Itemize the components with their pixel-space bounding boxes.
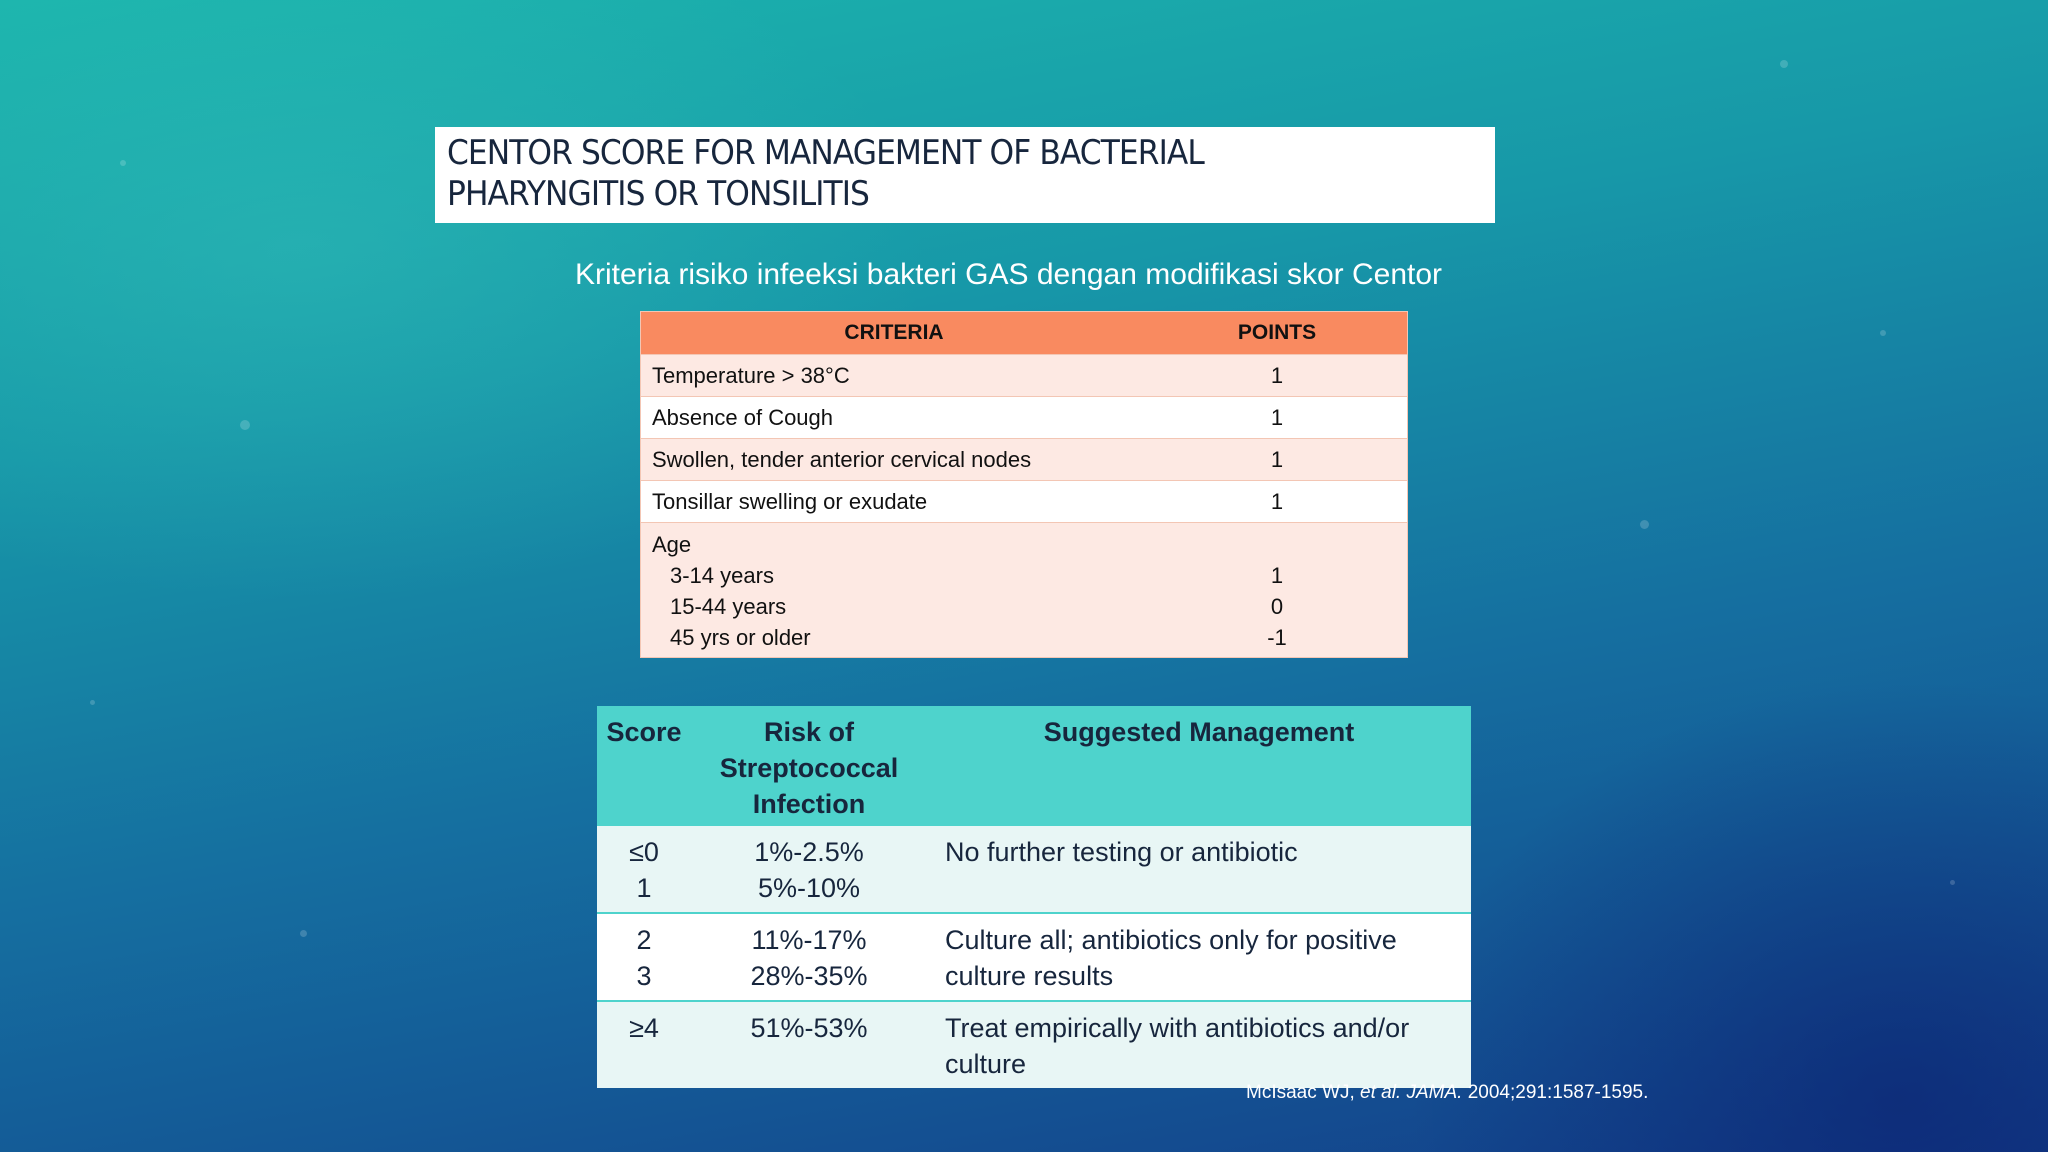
score-value: 2 [636,925,652,955]
risk-value: 1%-2.5% [754,837,864,867]
risk-value: 28%-35% [750,961,868,991]
table-row [641,481,1408,523]
criteria-cell: Swollen, tender anterior cervical nodes [641,439,1148,481]
criteria-cell: Tonsillar swelling or exudate [641,481,1148,523]
table-row [597,1001,1471,1088]
citation-authors: McIsaac WJ, [1246,1082,1361,1103]
background-speck [120,160,126,166]
risk-value: 5%-10% [757,873,861,903]
management-cell [927,913,1471,1001]
age-label: Age [652,532,692,557]
criteria-column-header: CRITERIA [641,312,1148,355]
age-points-value: 0 [1270,594,1284,619]
citation [1246,1082,1648,1104]
risk-column-header [691,706,927,826]
age-points-spacer [1147,529,1407,560]
table-row [597,826,1471,913]
points-column-header: POINTS [1147,312,1408,355]
table-row [641,439,1408,481]
background-speck [90,700,95,705]
management-table-header-row [597,706,1471,826]
management-text: culture [945,1049,1027,1079]
background-speck [1780,60,1788,68]
criteria-table [640,311,1408,658]
score-value: 1 [636,873,652,903]
table-row [597,913,1471,1001]
slide-title-line-1: CENTOR SCORE FOR MANAGEMENT OF BACTERIAL [447,133,1204,173]
risk-cell [691,913,927,1001]
score-cell [597,826,691,913]
slide-title-box [435,127,1495,223]
management-text: Culture all; antibiotics only for positive [945,925,1397,955]
management-text: No further testing or antibiotic [945,837,1298,867]
management-cell [927,826,1471,913]
risk-cell [691,826,927,913]
risk-value: 11%-17% [751,925,867,955]
age-range-label: 45 yrs or older [670,625,811,650]
management-text: Treat empirically with antibiotics and/or [945,1013,1410,1043]
background-speck [300,930,307,937]
background-speck [1640,520,1649,529]
points-cell: 1 [1147,439,1408,481]
score-column-header: Score [597,706,691,826]
background-speck [1880,330,1886,336]
risk-header-line: Infection [752,789,866,819]
score-cell [597,913,691,1001]
score-value: ≥4 [629,1013,659,1043]
age-points-cell [1147,523,1408,658]
criteria-cell: Temperature > 38°C [641,355,1148,397]
citation-reference: 2004;291:1587-1595. [1462,1082,1649,1103]
management-text: culture results [945,961,1114,991]
citation-journal: JAMA. [1406,1082,1463,1103]
score-value: ≤0 [629,837,659,867]
points-cell: 1 [1147,397,1408,439]
risk-cell [691,1001,927,1088]
criteria-cell: Absence of Cough [641,397,1148,439]
slide-subtitle: Kriteria risiko infeeksi bakteri GAS dengan modifikasi skor Centor [575,258,1443,291]
background-speck [1950,880,1955,885]
risk-header-line: Risk of [763,717,855,747]
score-value: 3 [636,961,652,991]
table-row [641,355,1408,397]
management-cell [927,1001,1471,1088]
background-speck [240,420,250,430]
score-cell [597,1001,691,1088]
age-points-value: 1 [1270,563,1284,588]
management-table [597,706,1471,1088]
age-range-label: 15-44 years [670,594,787,619]
points-cell: 1 [1147,481,1408,523]
risk-value: 51%-53% [750,1013,868,1043]
table-row [641,397,1408,439]
management-column-header: Suggested Management [927,706,1471,826]
age-criteria-cell [641,523,1148,658]
age-range-label: 3-14 years [670,563,774,588]
age-row [641,523,1408,658]
risk-header-line: Streptococcal [719,753,899,783]
slide-title-line-2: PHARYNGITIS OR TONSILITIS [447,174,869,214]
citation-etal: et al. [1360,1082,1402,1103]
points-cell: 1 [1147,355,1408,397]
criteria-table-header-row [641,312,1408,355]
age-points-value: -1 [1267,625,1287,650]
